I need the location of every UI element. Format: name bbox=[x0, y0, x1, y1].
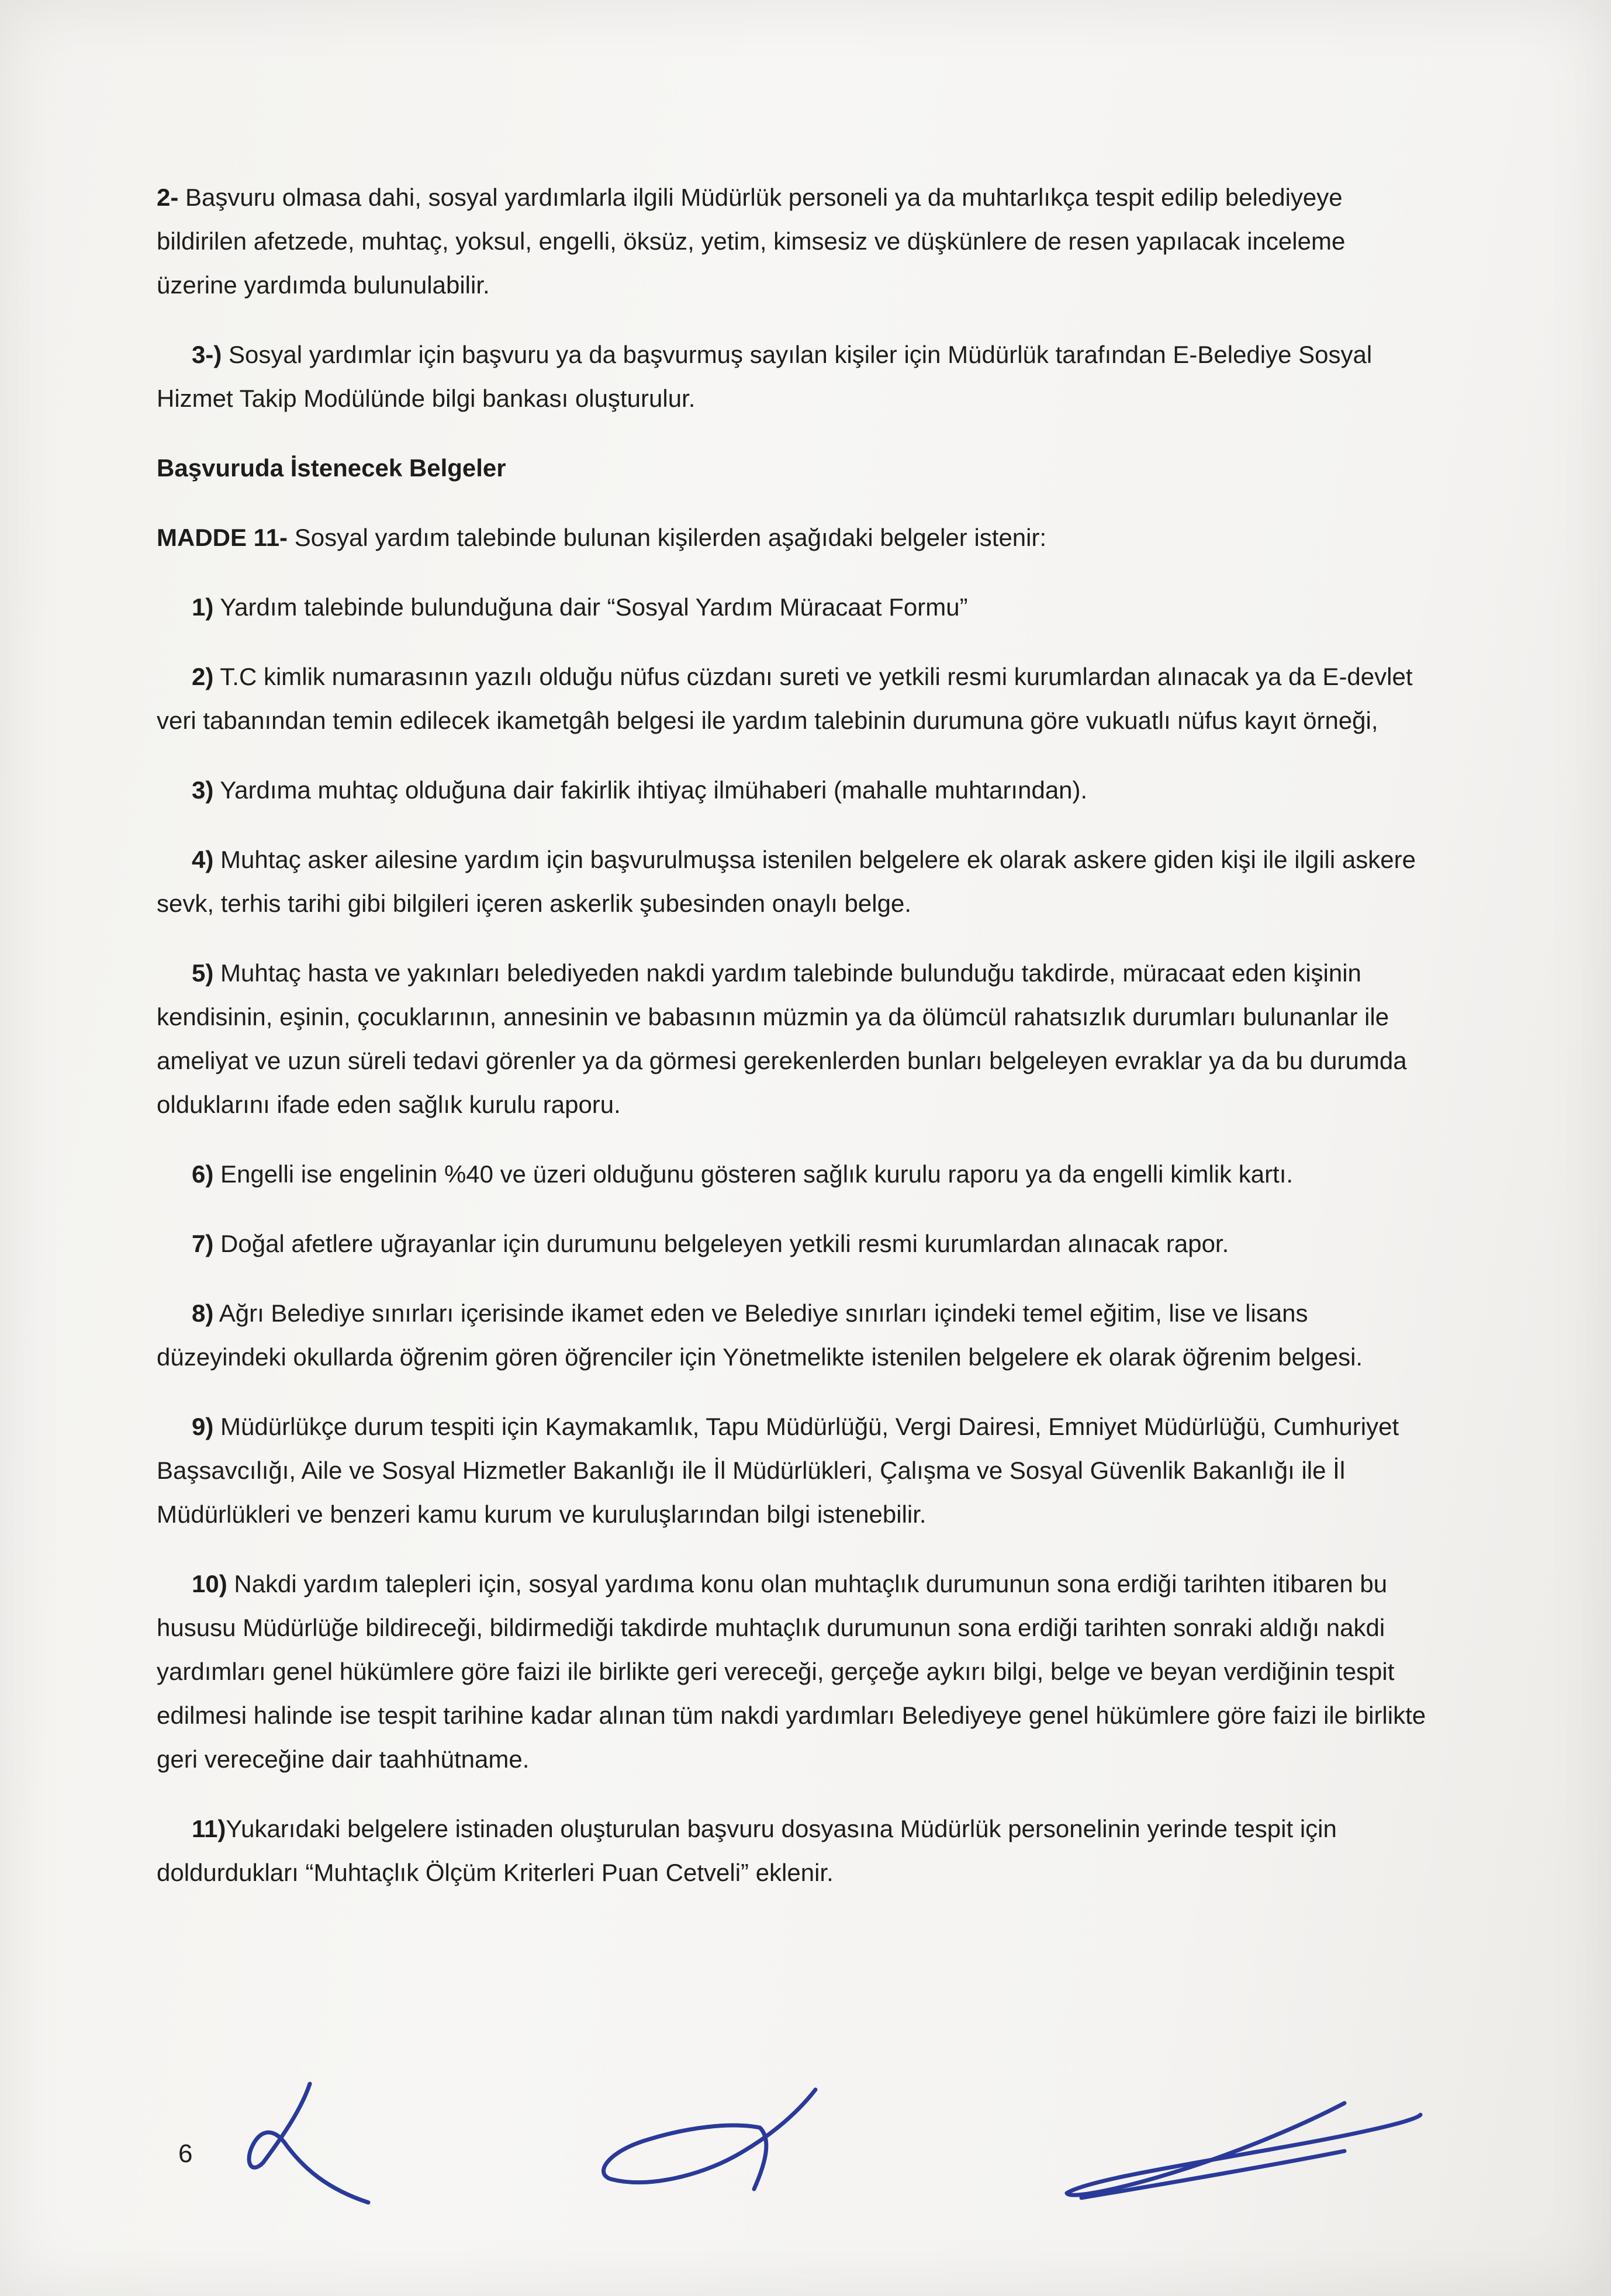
list-item-number: 3) bbox=[192, 776, 214, 804]
list-item-text: Engelli ise engelinin %40 ve üzeri olduğunu gösteren sağlık kurulu raporu ya da engelli kimlik kartı. bbox=[213, 1160, 1294, 1188]
list-item-number: 4) bbox=[192, 846, 214, 873]
list-item-number: 11) bbox=[192, 1815, 226, 1842]
article-11 bbox=[157, 516, 1431, 559]
list-item-text: Nakdi yardım talepleri için, sosyal yardıma konu olan muhtaçlık durumunun sona erdiği tarihten itibaren bu hususu Müdürlüğe bildireceği, bildirmediği takdirde muhtaçlık durumunun sona erdiği tarihten sonraki aldığı nakdi yardımları genel hükümlere göre faizi ile birlikte geri vereceği, gerçeğe aykırı bilgi, belge ve beyan verdiğinin tespit edilmesi halinde ise tespit tarihine kadar alınan tüm nakdi yardımları Belediyeye genel hükümlere göre faizi ile birlikte geri vereceğine dair taahhütname. bbox=[157, 1570, 1426, 1773]
list-item-number: 6) bbox=[192, 1160, 214, 1188]
signature-3-underline bbox=[1081, 2151, 1344, 2198]
article-text: Sosyal yardım talebinde bulunan kişilerden aşağıdaki belgeler istenir: bbox=[288, 524, 1047, 551]
list-item-text: Yukarıdaki belgelere istinaden oluşturulan başvuru dosyasına Müdürlük personelinin yerinde tespit için doldurdukları “Muhtaçlık Ölçüm Kriterleri Puan Cetveli” eklenir. bbox=[157, 1815, 1337, 1886]
list-item-7 bbox=[157, 1222, 1431, 1265]
list-item-11 bbox=[157, 1807, 1431, 1894]
paragraph-number: 3-) bbox=[192, 341, 222, 368]
paragraph-3 bbox=[157, 333, 1431, 420]
list-item-text: Muhtaç asker ailesine yardım için başvurulmuşsa istenilen belgelere ek olarak askere giden kişi ile ilgili askere sevk, terhis tarihi gibi bilgileri içeren askerlik şubesinden onaylı belge. bbox=[157, 846, 1416, 917]
list-item-text: Müdürlükçe durum tespiti için Kaymakamlık, Tapu Müdürlüğü, Vergi Dairesi, Emniyet Müdürlüğü, Cumhuriyet Başsavcılığı, Aile ve Sosyal Hizmetler Bakanlığı ile İl Müdürlükleri, Çalışma ve Sosyal Güvenlik Bakanlığı ile İl Müdürlükleri ve benzeri kamu kurum ve kuruluşlarından bilgi istenebilir. bbox=[157, 1413, 1399, 1528]
list-item-number: 10) bbox=[192, 1570, 227, 1597]
list-item-6 bbox=[157, 1152, 1431, 1196]
list-item-5 bbox=[157, 951, 1431, 1126]
list-item-text: Yardım talebinde bulunduğuna dair “Sosyal Yardım Müracaat Formu” bbox=[213, 593, 968, 621]
list-item-2 bbox=[157, 655, 1431, 742]
paragraph-text: Başvuru olmasa dahi, sosyal yardımlarla ilgili Müdürlük personeli ya da muhtarlıkça tespit edilip belediyeye bildirilen afetzede, muhtaç, yoksul, engelli, öksüz, yetim, kimsesiz ve düşkünlere de resen yapılacak inceleme üzerine yardımda bulunulabilir. bbox=[157, 184, 1346, 299]
list-item-1 bbox=[157, 585, 1431, 629]
document-body bbox=[157, 175, 1431, 1920]
list-item-text: Muhtaç hasta ve yakınları belediyeden nakdi yardım talebinde bulunduğu takdirde, müracaat eden kişinin kendisinin, eşinin, çocuklarının, annesinin ve babasının müzmin ya da ölümcül rahatsızlık durumları bulunanlar ile ameliyat ve uzun süreli tedavi görenler ya da görmesi gerekenlerden bunları belgeleyen evraklar ya da bu durumda olduklarını ifade eden sağlık kurulu raporu. bbox=[157, 959, 1407, 1118]
list-item-number: 2) bbox=[192, 663, 214, 690]
section-heading: Başvuruda İstenecek Belgeler bbox=[157, 454, 506, 482]
list-item-text: Ağrı Belediye sınırları içerisinde ikamet eden ve Belediye sınırları içindeki temel eğitim, lise ve lisans düzeyindeki okullarda öğrenim gören öğrenciler için Yönetmelikte istenilen belgelere ek olarak öğrenim belgesi. bbox=[157, 1299, 1363, 1371]
list-item-number: 1) bbox=[192, 593, 214, 621]
signature-3 bbox=[1067, 2103, 1420, 2195]
signature-1 bbox=[249, 2084, 368, 2202]
list-item-9 bbox=[157, 1405, 1431, 1536]
list-item-number: 9) bbox=[192, 1413, 214, 1440]
list-item-number: 5) bbox=[192, 959, 214, 987]
list-item-text: Doğal afetlere uğrayanlar için durumunu belgeleyen yetkili resmi kurumlardan alınacak rapor. bbox=[213, 1230, 1229, 1257]
signature-2 bbox=[604, 2090, 815, 2189]
paragraph-text: Sosyal yardımlar için başvuru ya da başvurmuş sayılan kişiler için Müdürlük tarafından E-Belediye Sosyal Hizmet Takip Modülünde bilgi bankası oluşturulur. bbox=[157, 341, 1373, 412]
list-item-number: 8) bbox=[192, 1299, 214, 1327]
paragraph-2 bbox=[157, 175, 1431, 307]
list-item-10 bbox=[157, 1562, 1431, 1781]
list-item-text: Yardıma muhtaç olduğuna dair fakirlik ihtiyaç ilmühaberi (mahalle muhtarından). bbox=[213, 776, 1088, 804]
list-item-number: 7) bbox=[192, 1230, 214, 1257]
article-label: MADDE 11- bbox=[157, 524, 288, 551]
paragraph-number: 2- bbox=[157, 184, 179, 211]
list-item-text: T.C kimlik numarasının yazılı olduğu nüfus cüzdanı sureti ve yetkili resmi kurumlardan alınacak ya da E-devlet veri tabanından temin edilecek ikametgâh belgesi ile yardım talebinin durumuna göre vukuatlı nüfus kayıt örneği, bbox=[157, 663, 1413, 734]
list-item-4 bbox=[157, 838, 1431, 925]
page-number: 6 bbox=[178, 2139, 193, 2168]
list-item-8 bbox=[157, 1291, 1431, 1379]
list-item-3 bbox=[157, 768, 1431, 812]
